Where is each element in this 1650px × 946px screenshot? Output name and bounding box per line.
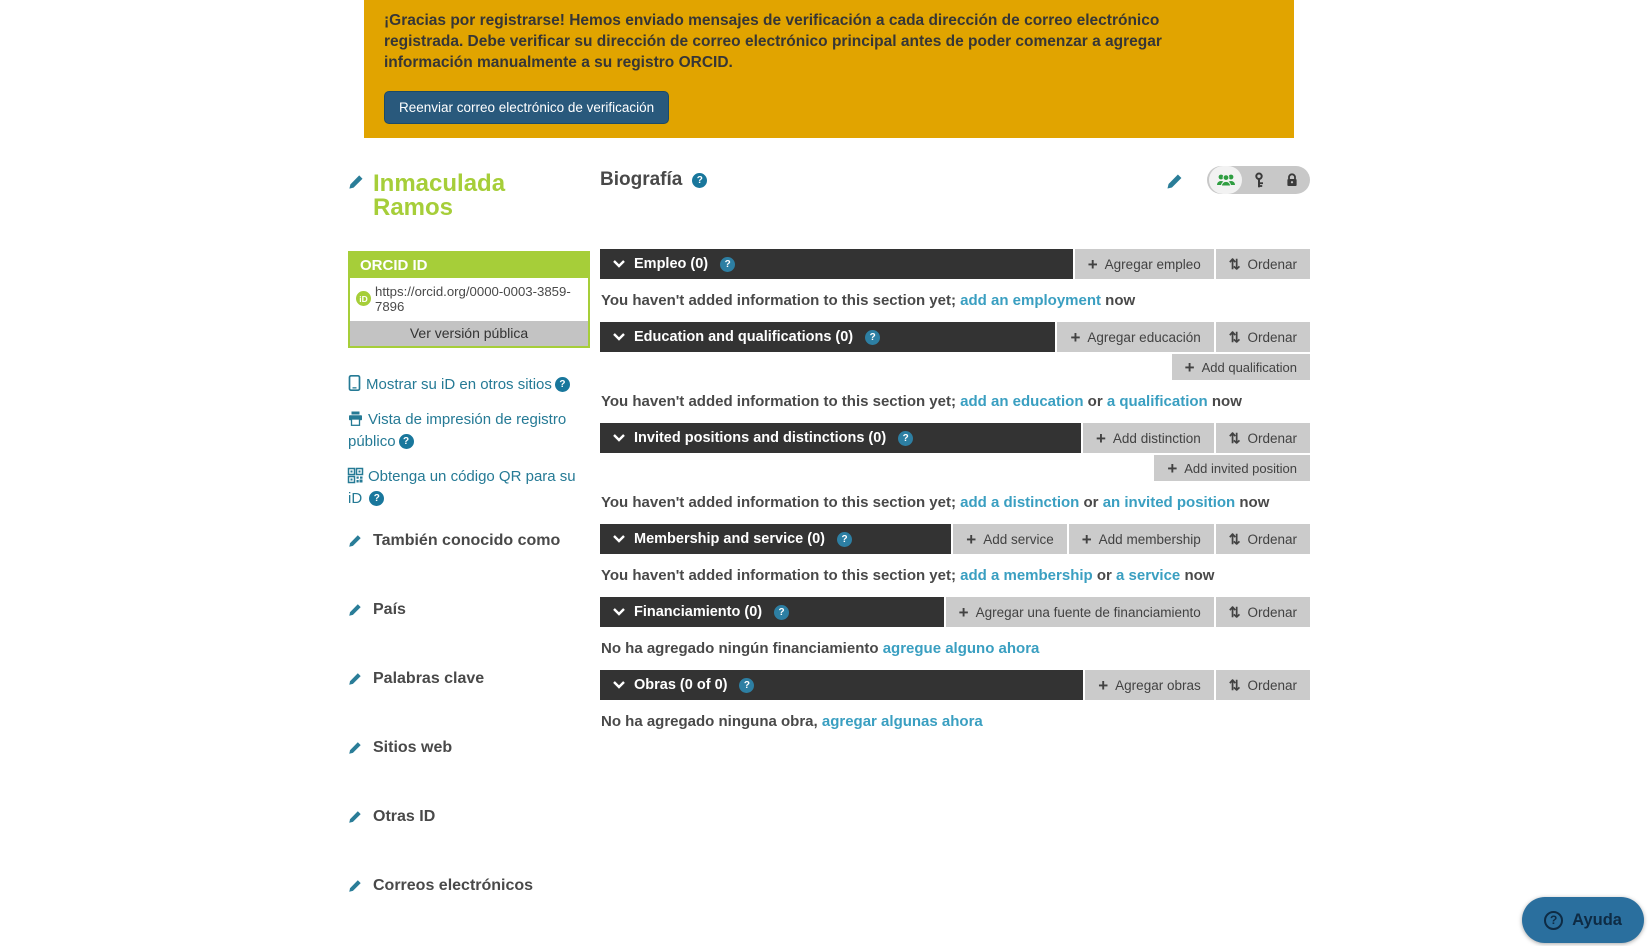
sidebar-item-print-view [348,409,590,453]
field-also-known-as [348,532,590,550]
section-title: Obras (0 of 0) [634,677,728,693]
field-other-ids [348,808,590,826]
display-id-link[interactable]: Mostrar su iD en otros sitios [366,375,552,393]
orcid-id-url-link[interactable]: https://orcid.org/0000-0003-3859-7896 [375,283,571,314]
field-label: Otras ID [373,807,436,825]
orcid-id-box [348,251,590,348]
add-qualification-link[interactable]: a qualification [1106,393,1208,410]
section-header-membership [600,524,951,554]
plus-icon: + [1081,529,1092,549]
empty-prefix: You haven't added information to this section yet; [601,494,961,511]
empty-suffix: now [1180,567,1215,584]
help-icon[interactable]: ? [692,173,707,188]
field-label: Sitios web [373,738,453,756]
section-title: Empleo (0) [634,256,709,272]
add-invited-position-button[interactable] [1154,455,1310,481]
orcid-id-box-header: ORCID ID [350,253,588,278]
help-icon[interactable]: ? [555,377,570,392]
add-membership-button[interactable] [1069,524,1214,554]
sort-invited-positions-button[interactable] [1216,423,1310,453]
section-title: Membership and service (0) [634,531,825,547]
section-header-works [600,670,1083,700]
add-distinction-link[interactable]: add a distinction [960,494,1080,511]
help-icon[interactable]: ? [720,257,735,272]
add-invited-position-link[interactable]: an invited position [1102,494,1236,511]
add-service-link[interactable]: a service [1116,567,1181,584]
question-mark-icon: ? [1544,911,1563,930]
button-label: Add qualification [1201,359,1297,375]
sort-icon: ⇅ [1228,530,1241,547]
help-icon[interactable]: ? [399,434,414,449]
add-qualification-button[interactable] [1172,354,1310,380]
sort-employment-button[interactable] [1216,249,1310,279]
section-invited-positions [600,423,1310,513]
chevron-down-icon[interactable] [613,681,625,689]
sidebar-item-display-id [348,374,590,396]
section-funding [600,597,1310,659]
section-works [600,670,1310,732]
edit-name-pencil-icon[interactable] [348,174,364,221]
add-funding-button[interactable] [946,597,1214,627]
add-works-link[interactable]: agregar algunas ahora [821,713,983,730]
field-label: Correos electrónicos [373,876,534,894]
help-icon[interactable]: ? [774,605,789,620]
help-widget-label: Ayuda [1572,910,1622,929]
resend-verification-button[interactable]: Reenviar correo electrónico de verificación [384,91,669,124]
empty-mid: or [1079,494,1103,511]
verification-message: ¡Gracias por registrarse! Hemos enviado mensajes de verificación a cada dirección de correo electrónico registrada. Debe verificar su dirección de correo electrónico principal antes de poder comenzar a agregar información manualmente a su registro ORCID. [384,12,1162,71]
section-employment [600,249,1310,311]
add-education-link[interactable]: add an education [960,393,1084,410]
section-header-invited-positions [600,423,1081,453]
help-icon[interactable]: ? [865,330,880,345]
sort-membership-button[interactable] [1216,524,1310,554]
sort-icon: ⇅ [1228,328,1241,345]
field-label: Palabras clave [373,669,485,687]
add-membership-link[interactable]: add a membership [960,567,1093,584]
section-membership [600,524,1310,586]
button-label: Ordenar [1247,531,1297,547]
empty-state-text [601,565,1309,586]
add-employment-button[interactable] [1075,249,1214,279]
orcid-record-page [348,0,1310,946]
section-header-employment [600,249,1073,279]
plus-icon: + [1070,327,1081,347]
field-emails [348,877,590,895]
field-keywords [348,670,590,688]
sidebar-item-qr-code [348,466,590,510]
section-header-education [600,322,1055,352]
privacy-trusted-key-icon[interactable] [1242,166,1275,194]
button-label: Agregar educación [1087,329,1201,345]
plus-icon: + [966,529,977,549]
qr-code-link[interactable]: Obtenga un código QR para su iD [348,467,576,507]
button-label: Agregar empleo [1104,256,1201,272]
print-view-link[interactable]: Vista de impresión de registro público [348,410,567,450]
plus-icon: + [1095,428,1106,448]
help-icon[interactable]: ? [837,532,852,547]
sort-icon: ⇅ [1228,603,1241,620]
orcid-id-icon: iD [356,291,371,306]
sort-icon: ⇅ [1228,429,1241,446]
button-label: Add service [983,531,1054,547]
empty-mid: or [1083,393,1107,410]
record-main [600,138,1310,946]
empty-suffix: now [1207,393,1242,410]
button-label: Ordenar [1247,256,1297,272]
plus-icon: + [958,602,969,622]
empty-prefix: You haven't added information to this section yet; [601,393,961,410]
add-employment-link[interactable]: add an employment [960,292,1102,309]
field-label: País [373,600,406,618]
privacy-private-lock-icon[interactable] [1275,166,1308,194]
section-title: Invited positions and distinctions (0) [634,430,887,446]
field-label: También conocido como [373,531,561,549]
add-distinction-button[interactable] [1083,423,1214,453]
sort-education-button[interactable] [1216,322,1310,352]
section-title: Education and qualifications (0) [634,329,854,345]
edit-pencil-icon[interactable] [348,672,362,688]
button-label: Ordenar [1247,329,1297,345]
button-label: Agregar una fuente de financiamiento [975,604,1201,620]
chevron-down-icon[interactable] [613,434,625,442]
verification-banner [364,0,1294,138]
section-header-funding [600,597,944,627]
sort-icon: ⇅ [1228,255,1241,272]
biography-privacy-controls [1166,166,1310,194]
button-label: Agregar obras [1115,677,1201,693]
field-websites [348,739,590,757]
mobile-device-icon [348,375,361,391]
plus-icon: + [1167,458,1178,478]
edit-pencil-icon[interactable] [348,741,362,757]
printer-icon [348,411,363,426]
sidebar-fields [348,532,590,895]
button-label: Ordenar [1247,430,1297,446]
edit-pencil-icon[interactable] [348,879,362,895]
sidebar-links [348,374,590,510]
help-widget-button[interactable] [1522,897,1644,943]
section-education [600,322,1310,412]
empty-mid: or [1092,567,1117,584]
privacy-everyone-icon[interactable] [1209,166,1242,194]
view-public-version-button[interactable]: Ver versión pública [350,320,588,346]
add-service-button[interactable] [953,524,1066,554]
chevron-down-icon[interactable] [613,260,625,268]
chevron-down-icon[interactable] [613,608,625,616]
button-label: Ordenar [1247,604,1297,620]
sort-funding-button[interactable] [1216,597,1310,627]
empty-prefix: No ha agregado ningún financiamiento [601,640,883,657]
chevron-down-icon[interactable] [613,535,625,543]
add-education-button[interactable] [1057,322,1213,352]
empty-state-text [601,391,1309,412]
empty-state-text [601,638,1309,659]
sort-works-button[interactable] [1216,670,1310,700]
empty-state-text [601,290,1309,311]
help-icon[interactable]: ? [739,678,754,693]
section-title: Financiamiento (0) [634,604,763,620]
qr-code-icon [348,468,363,483]
empty-prefix: You haven't added information to this section yet; [601,292,961,309]
button-label: Add distinction [1112,430,1201,446]
help-icon[interactable]: ? [369,491,384,506]
plus-icon: + [1087,254,1098,274]
empty-suffix: now [1235,494,1270,511]
button-label: Add invited position [1184,460,1297,476]
empty-suffix: now [1101,292,1136,309]
help-icon[interactable]: ? [898,431,913,446]
empty-prefix: No ha agregado ninguna obra, [601,713,822,730]
add-works-button[interactable] [1085,670,1214,700]
empty-state-text [601,711,1309,732]
empty-state-text [601,492,1309,513]
privacy-selector [1207,166,1310,194]
plus-icon: + [1184,357,1195,377]
button-label: Ordenar [1247,677,1297,693]
chevron-down-icon[interactable] [613,333,625,341]
biography-title: Biografía [600,169,683,190]
edit-pencil-icon[interactable] [348,534,362,550]
plus-icon: + [1098,675,1109,695]
button-label: Add membership [1098,531,1201,547]
empty-prefix: You haven't added information to this section yet; [601,567,961,584]
profile-name: Inmaculada Ramos [373,170,506,222]
edit-pencil-icon[interactable] [348,603,362,619]
field-country [348,601,590,619]
sort-icon: ⇅ [1228,676,1241,693]
add-funding-link[interactable]: agregue alguno ahora [882,640,1040,657]
edit-biography-pencil-icon[interactable] [1166,173,1183,190]
edit-pencil-icon[interactable] [348,810,362,826]
profile-sidebar [348,138,590,946]
